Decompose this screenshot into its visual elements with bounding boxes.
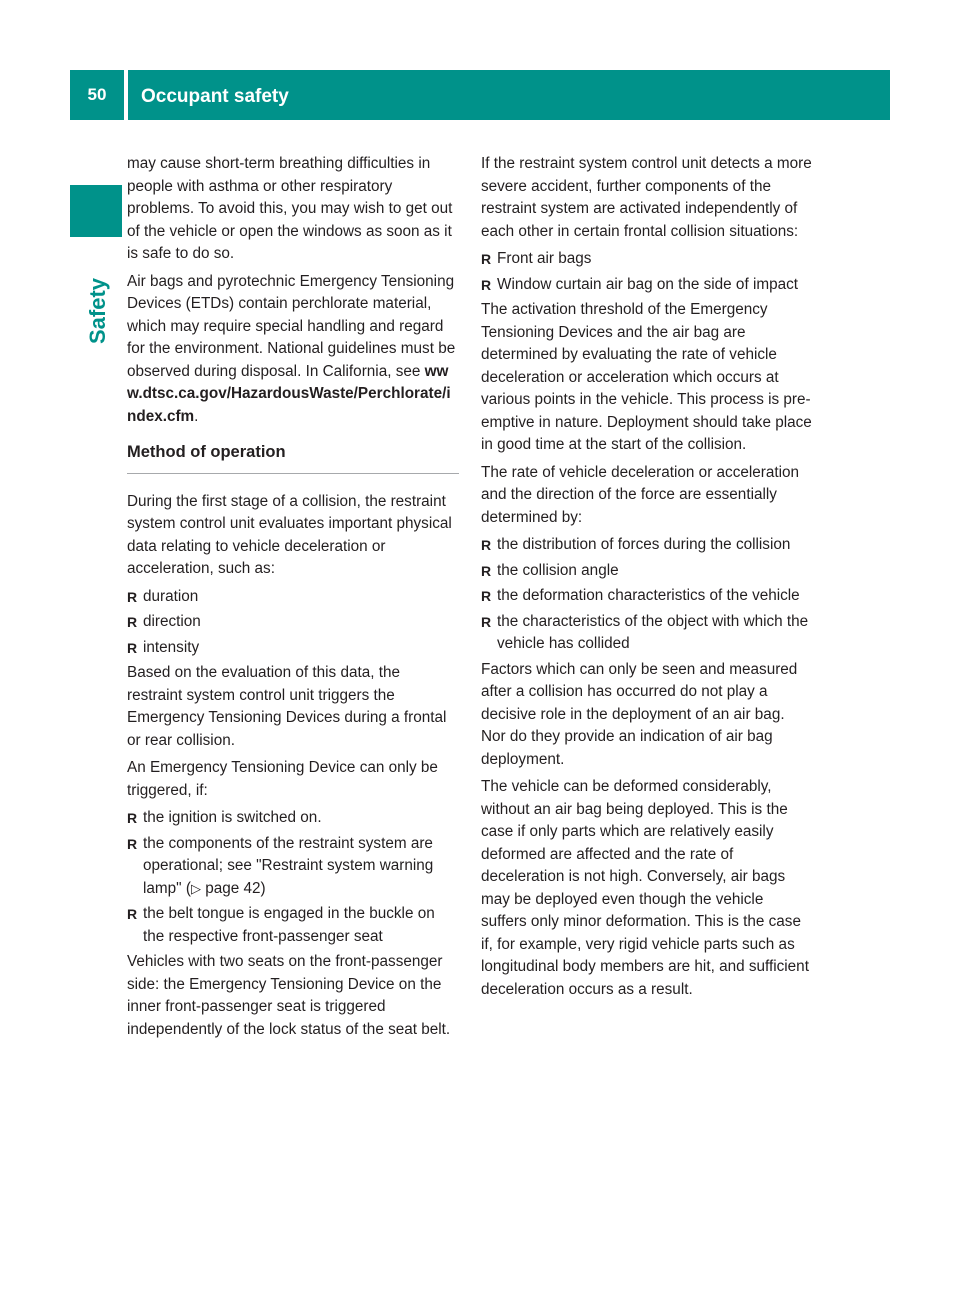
- bullet-list: [481, 248, 813, 296]
- list-item: R the ignition is switched on.: [127, 807, 459, 830]
- paragraph: During the first stage of a collision, the restraint system control unit evaluates important physical data relating to vehicle deceleration or acceleration, such as:: [127, 492, 452, 577]
- bullet-list: [481, 534, 813, 656]
- list-item: R the collision angle: [481, 560, 813, 583]
- bullet-list: [127, 586, 459, 660]
- list-item: R the distribution of forces during the collision: [481, 534, 813, 557]
- bullet-list: [127, 807, 459, 948]
- paragraph: The activation threshold of the Emergency Tensioning Devices and the air bag are determined by evaluating the rate of vehicle deceleration or acceleration which occurs at various points in the vehicle. This process is pre-emptive in nature. Deployment should take place in good time at the start of the collision.: [481, 301, 812, 453]
- paragraph: Based on the evaluation of this data, the restraint system control unit triggers the Emergency Tensioning Devices during a frontal or rear collision.: [127, 664, 447, 749]
- paragraph: Vehicles with two seats on the front-passenger side: the Emergency Tensioning Device on the inner front-passenger seat is triggered independently of the lock status of the seat belt.: [127, 953, 451, 1038]
- paragraph-text: Air bags and pyrotechnic Emergency Tensioning Devices (ETDs) contain perchlorate material, which may require special handling and regard for the environment. National guidelines must be observed during disposal. In California, see: [127, 272, 456, 380]
- list-item: R the deformation characteristics of the vehicle: [481, 585, 813, 608]
- side-tab-marker: [70, 185, 122, 237]
- paragraph: The rate of vehicle deceleration or acceleration and the direction of the force are essentially determined by:: [481, 463, 800, 526]
- list-item: R the belt tongue is engaged in the buckle on the respective front-passenger seat: [127, 903, 459, 948]
- paragraph-end: .: [194, 407, 199, 425]
- list-item: R duration: [127, 586, 459, 609]
- list-item: R direction: [127, 611, 459, 634]
- list-item: R the characteristics of the object with which the vehicle has collided: [481, 611, 813, 656]
- paragraph: Factors which can only be seen and measured after a collision has occurred do not play a decisive role in the deployment of an air bag. Nor do they provide an indication of air bag deployment.: [481, 660, 798, 768]
- side-tab-label: Safety: [85, 277, 110, 344]
- paragraph: may cause short-term breathing difficulties in people with asthma or other respiratory problems. To avoid this, you may wish to get out of the vehicle or open the windows as soon as it is safe to do so.: [127, 155, 453, 262]
- list-item: R intensity: [127, 637, 459, 660]
- paragraph: An Emergency Tensioning Device can only be triggered, if:: [127, 759, 438, 799]
- paragraph: The vehicle can be deformed considerably, without an air bag being deployed. This is the case if only parts which are relatively easily deformed are affected and the rate of deceleration is not high. Conversely, air bags may be deployed even though the vehicle suffers only minor deformation. This is the case if, for example, very rigid vehicle parts such as longitudinal body members are hit, and sufficient deceleration occurs as a result.: [481, 778, 809, 998]
- list-item-text: the components of the restraint system are operational; see "Restraint system warning lamp" (: [143, 834, 434, 897]
- page-number: 50: [87, 85, 107, 104]
- section-heading: Method of operation: [127, 441, 459, 474]
- page-reference[interactable]: page 42): [205, 879, 266, 897]
- paragraph: If the restraint system control unit detects a more severe accident, further components of the restraint system are activated independently of each other in certain frontal collision situations:: [481, 155, 812, 240]
- section-title: Occupant safety: [141, 86, 289, 107]
- list-item: [127, 833, 459, 901]
- right-column: [481, 153, 813, 1006]
- header-separator: [124, 70, 128, 120]
- page-reference-arrow-icon: ▷: [190, 880, 201, 896]
- left-column: [127, 153, 459, 1046]
- list-item: R Front air bags: [481, 248, 813, 271]
- website-link[interactable]: www.dtsc.ca.gov/HazardousWaste/Perchlorate/index.cfm: [127, 362, 451, 425]
- paragraph: [127, 271, 459, 429]
- list-item: R Window curtain air bag on the side of impact: [481, 274, 813, 297]
- page-number-box: [70, 70, 124, 120]
